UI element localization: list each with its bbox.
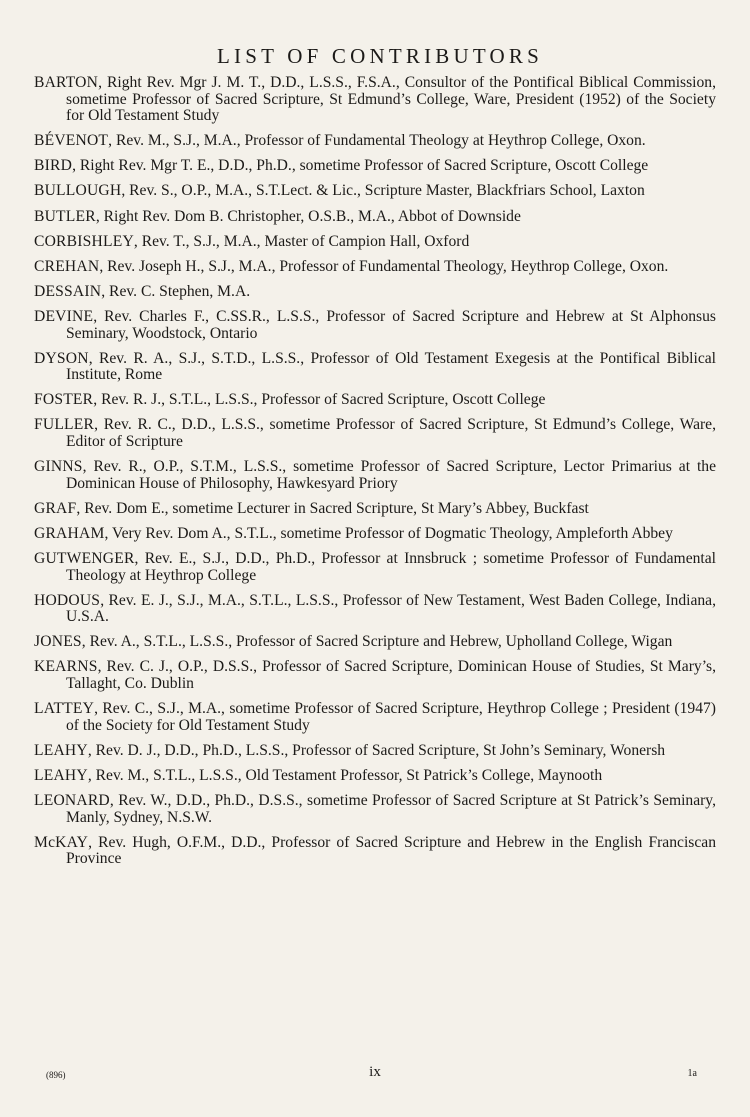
contributor-details: , Rev. E. J., S.J., M.A., S.T.L., L.S.S., Professor of New Testament, West Baden College, Indiana, U.S.A. — [66, 591, 716, 626]
contributor-list — [34, 75, 716, 876]
contributor-entry — [34, 459, 716, 492]
contributor-details: , Right Rev. Mgr T. E., D.D., Ph.D., sometime Professor of Sacred Scripture, Oscott College — [72, 157, 649, 175]
contributor-details: , Rev. S., O.P., M.A., S.T.Lect. & Lic., Scripture Master, Blackfriars School, Laxton — [121, 182, 645, 200]
contributor-entry — [34, 701, 716, 734]
contributor-name: McKAY — [34, 833, 89, 851]
contributor-details: , Rev. A., S.T.L., L.S.S., Professor of Sacred Scripture and Hebrew, Upholland College, Wigan — [81, 633, 673, 651]
gathering-mark: 1a — [687, 1068, 697, 1079]
contributor-details: , Rev. E., S.J., D.D., Ph.D., Professor at Innsbruck ; sometime Professor of Fundamental Theology at Heythrop College — [66, 549, 716, 584]
contributor-entry — [34, 793, 716, 826]
contributor-details: , Rev. D. J., D.D., Ph.D., L.S.S., Professor of Sacred Scripture, St John’s Seminary, Wonersh — [87, 741, 666, 759]
contributor-name: GRAHAM — [34, 524, 105, 542]
contributor-name: BULLOUGH — [34, 182, 122, 200]
contributor-entry — [34, 417, 716, 450]
contributor-name: CREHAN — [34, 257, 100, 275]
contributor-name: LEONARD — [34, 792, 110, 809]
contributor-name: HODOUS — [34, 591, 101, 609]
contributor-details: , Rev. M., S.J., M.A., Professor of Fundamental Theology at Heythrop College, Oxon. — [108, 132, 646, 150]
contributor-name: GINNS — [34, 458, 83, 476]
contributor-entry — [34, 351, 716, 384]
contributor-entry — [34, 593, 716, 626]
contributor-entry — [34, 209, 716, 226]
contributor-details: , Right Rev. Dom B. Christopher, O.S.B., M.A., Abbot of Downside — [95, 207, 521, 225]
contributor-name: LEAHY — [34, 766, 88, 784]
contributor-name: GRAF — [34, 499, 77, 517]
contributor-entry — [34, 634, 716, 651]
contributor-details: , Rev. Charles F., C.SS.R., L.S.S., Professor of Sacred Scripture and Hebrew at St Alphonsus Seminary, Woodstock, Ontario — [66, 307, 716, 342]
contributor-details: , Rev. M., S.T.L., L.S.S., Old Testament Professor, St Patrick’s College, Maynooth — [87, 766, 603, 784]
signature-mark: (896) — [46, 1070, 66, 1080]
contributor-entry — [34, 183, 716, 200]
contributor-name: FOSTER — [34, 391, 94, 409]
contributor-details: , Rev. C. J., O.P., D.S.S., Professor of Sacred Scripture, Dominican House of Studies, St Mary’s, Tallaght, Co. Dublin — [66, 658, 716, 693]
contributor-entry — [34, 158, 716, 175]
contributor-details: , Very Rev. Dom A., S.T.L., sometime Professor of Dogmatic Theology, Ampleforth Abbey — [104, 524, 673, 542]
contributor-name: DEVINE — [34, 307, 94, 325]
contributor-entry — [34, 551, 716, 584]
contributor-name: LEAHY — [34, 741, 88, 759]
contributor-details: , Rev. C., S.J., M.A., sometime Professor of Sacred Scripture, Heythrop College ; President (1947) of the Society for Old Testament Study — [66, 700, 716, 734]
contributor-details: , Right Rev. Mgr J. M. T., D.D., L.S.S., F.S.A., Consultor of the Pontifical Biblical Commission, sometime Professor of Sacred Scripture, St Edmund’s College, Ware, President (1952) of the Society for Old Testament Study — [66, 74, 716, 125]
contributor-name: BUTLER — [34, 207, 96, 225]
contributor-entry — [34, 284, 716, 301]
contributor-name: BIRD — [34, 157, 73, 175]
contributor-details: , Rev. R. J., S.T.L., L.S.S., Professor of Sacred Scripture, Oscott College — [93, 391, 546, 409]
contributor-details: , Rev. T., S.J., M.A., Master of Campion Hall, Oxford — [133, 232, 470, 250]
contributor-name: CORBISHLEY — [34, 232, 134, 250]
contributor-name: DESSAIN — [34, 282, 102, 300]
contributor-name: LATTEY — [34, 700, 95, 718]
contributor-details: , Rev. Hugh, O.F.M., D.D., Professor of Sacred Scripture and Hebrew in the English Franciscan Province — [66, 833, 716, 868]
contributor-details: , Rev. R., O.P., S.T.M., L.S.S., sometime Professor of Sacred Scripture, Lector Primarius at the Dominican House of Philosophy, Hawkesyard Priory — [66, 458, 716, 492]
contributor-entry — [34, 743, 716, 760]
contributor-entry — [34, 259, 716, 276]
contributor-entry — [34, 501, 716, 518]
page-footer — [0, 1062, 750, 1082]
contributor-details: , Rev. Joseph H., S.J., M.A., Professor of Fundamental Theology, Heythrop College, Oxon. — [99, 257, 669, 275]
contributor-entry — [34, 133, 716, 150]
contributor-entry — [34, 526, 716, 543]
contributor-name: KEARNS — [34, 658, 98, 676]
page-title: LIST OF CONTRIBUTORS — [217, 44, 543, 69]
contributor-name: BARTON — [34, 74, 99, 91]
contributor-entry — [34, 392, 716, 409]
contributor-name: FULLER — [34, 416, 95, 434]
contributor-name: BÉVENOT — [34, 132, 109, 150]
contributor-details: , Rev. Dom E., sometime Lecturer in Sacred Scripture, St Mary’s Abbey, Buckfast — [76, 499, 589, 517]
contributor-entry — [34, 768, 716, 785]
page-number: ix — [369, 1064, 381, 1080]
contributor-details: , Rev. C. Stephen, M.A. — [101, 282, 251, 300]
contributor-name: GUTWENGER — [34, 549, 135, 567]
contributor-details: , Rev. W., D.D., Ph.D., D.S.S., sometime Professor of Sacred Scripture at St Patrick’s Seminary, Manly, Sydney, N.S.W. — [66, 792, 716, 826]
contributor-entry — [34, 835, 716, 868]
contributor-name: DYSON — [34, 349, 89, 367]
contributor-name: JONES — [34, 633, 82, 651]
contributor-details: , Rev. R. A., S.J., S.T.D., L.S.S., Professor of Old Testament Exegesis at the Pontifical Biblical Institute, Rome — [66, 349, 716, 384]
contributor-entry — [34, 234, 716, 251]
contributor-details: , Rev. R. C., D.D., L.S.S., sometime Professor of Sacred Scripture, St Edmund’s College, Ware, Editor of Scripture — [66, 416, 716, 450]
contributor-entry — [34, 75, 716, 125]
contributor-entry — [34, 659, 716, 692]
contributor-entry — [34, 309, 716, 342]
